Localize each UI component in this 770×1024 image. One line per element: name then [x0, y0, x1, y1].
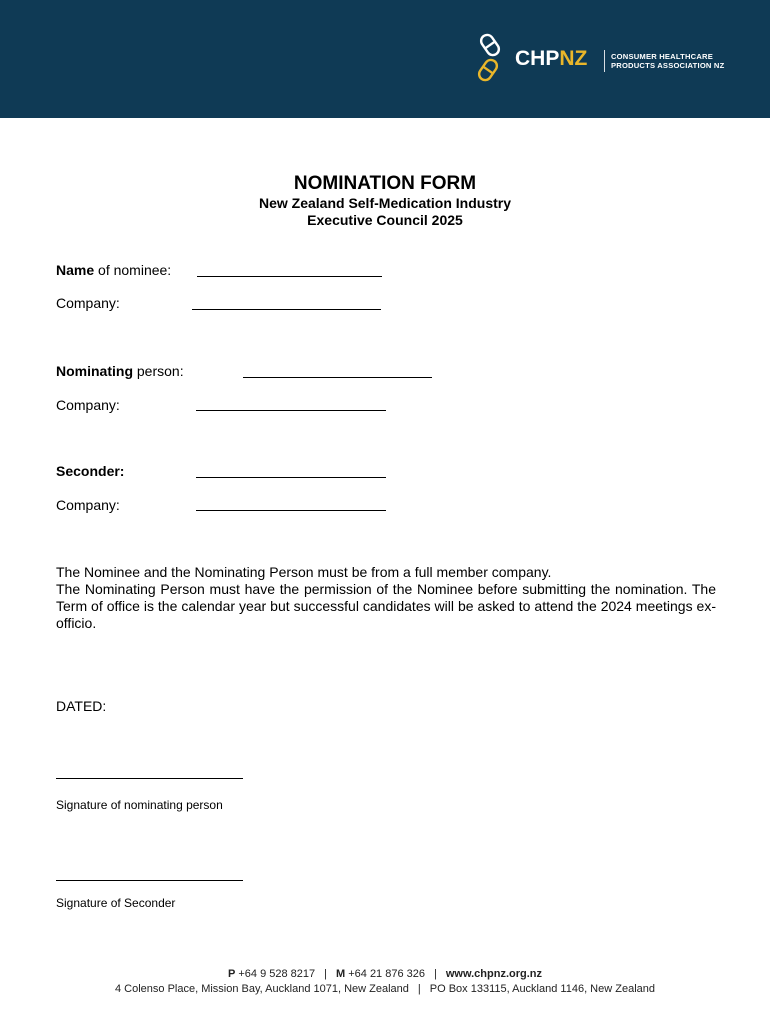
page-header: [0, 0, 770, 118]
nominating-person-label: [56, 363, 184, 379]
phone-label: P: [227, 968, 236, 980]
nominee-name-label: [56, 262, 171, 278]
footer-separator: |: [417, 983, 421, 995]
footer-separator: |: [434, 968, 437, 980]
brand-tagline: [611, 52, 724, 70]
tagline-line-1: CONSUMER HEALTHCARE: [611, 52, 713, 61]
footer-contacts: [0, 968, 770, 980]
nominating-label-rest: person:: [133, 363, 184, 379]
logo-divider: [604, 50, 605, 72]
nominee-label-rest: of nominee:: [94, 262, 172, 278]
mobile-number: +64 21 876 326: [345, 968, 425, 980]
nominating-signature-line[interactable]: [56, 778, 243, 779]
notice-paragraph: The Nominating Person must have the permission of the Nominee before submitting the nomination. The Term of office is the calendar year but successful candidates will be asked to attend the 2024 meetings ex-officio.: [56, 581, 716, 631]
nominating-signature-caption: Signature of nominating person: [56, 798, 223, 812]
form-subtitle-2: Executive Council 2025: [307, 212, 463, 228]
seconder-company-label: Company:: [56, 497, 120, 513]
po-box: PO Box 133115, Auckland 1146, New Zealand: [429, 983, 655, 995]
dated-label: DATED:: [56, 698, 107, 714]
mobile-label: M: [336, 968, 346, 980]
footer-address: [0, 983, 770, 995]
brand-accent: NZ: [559, 47, 588, 70]
seconder-company-field[interactable]: [196, 510, 386, 511]
nominee-company-label: Company:: [56, 295, 120, 311]
street-address: 4 Colenso Place, Mission Bay, Auckland 1071, New Zealand: [114, 983, 409, 995]
nominating-company-field[interactable]: [196, 410, 386, 411]
nominee-label-bold: Name: [56, 262, 95, 278]
website-link[interactable]: www.chpnz.org.nz: [445, 968, 543, 980]
nominating-label-bold: Nominating: [56, 363, 133, 379]
footer-separator: |: [324, 968, 327, 980]
brand-main: CHP: [515, 47, 560, 70]
form-subtitle-1: New Zealand Self-Medication Industry: [258, 195, 512, 211]
notice-line-1: The Nominee and the Nominating Person must be from a full member company.: [56, 564, 552, 580]
tagline-line-2: PRODUCTS ASSOCIATION NZ: [611, 61, 725, 70]
nominee-name-field[interactable]: [197, 276, 382, 277]
phone-number: +64 9 528 8217: [235, 968, 316, 980]
seconder-field[interactable]: [196, 477, 386, 478]
form-title: NOMINATION FORM: [293, 173, 477, 194]
nominee-company-field[interactable]: [192, 309, 381, 310]
nominating-person-field[interactable]: [243, 377, 432, 378]
capsule-logo-icon: [474, 32, 506, 82]
nominating-company-label: Company:: [56, 397, 120, 413]
brand-logo-text: [515, 47, 587, 71]
seconder-signature-caption: Signature of Seconder: [56, 896, 176, 910]
seconder-label: Seconder:: [56, 463, 125, 479]
seconder-signature-line[interactable]: [56, 880, 243, 881]
